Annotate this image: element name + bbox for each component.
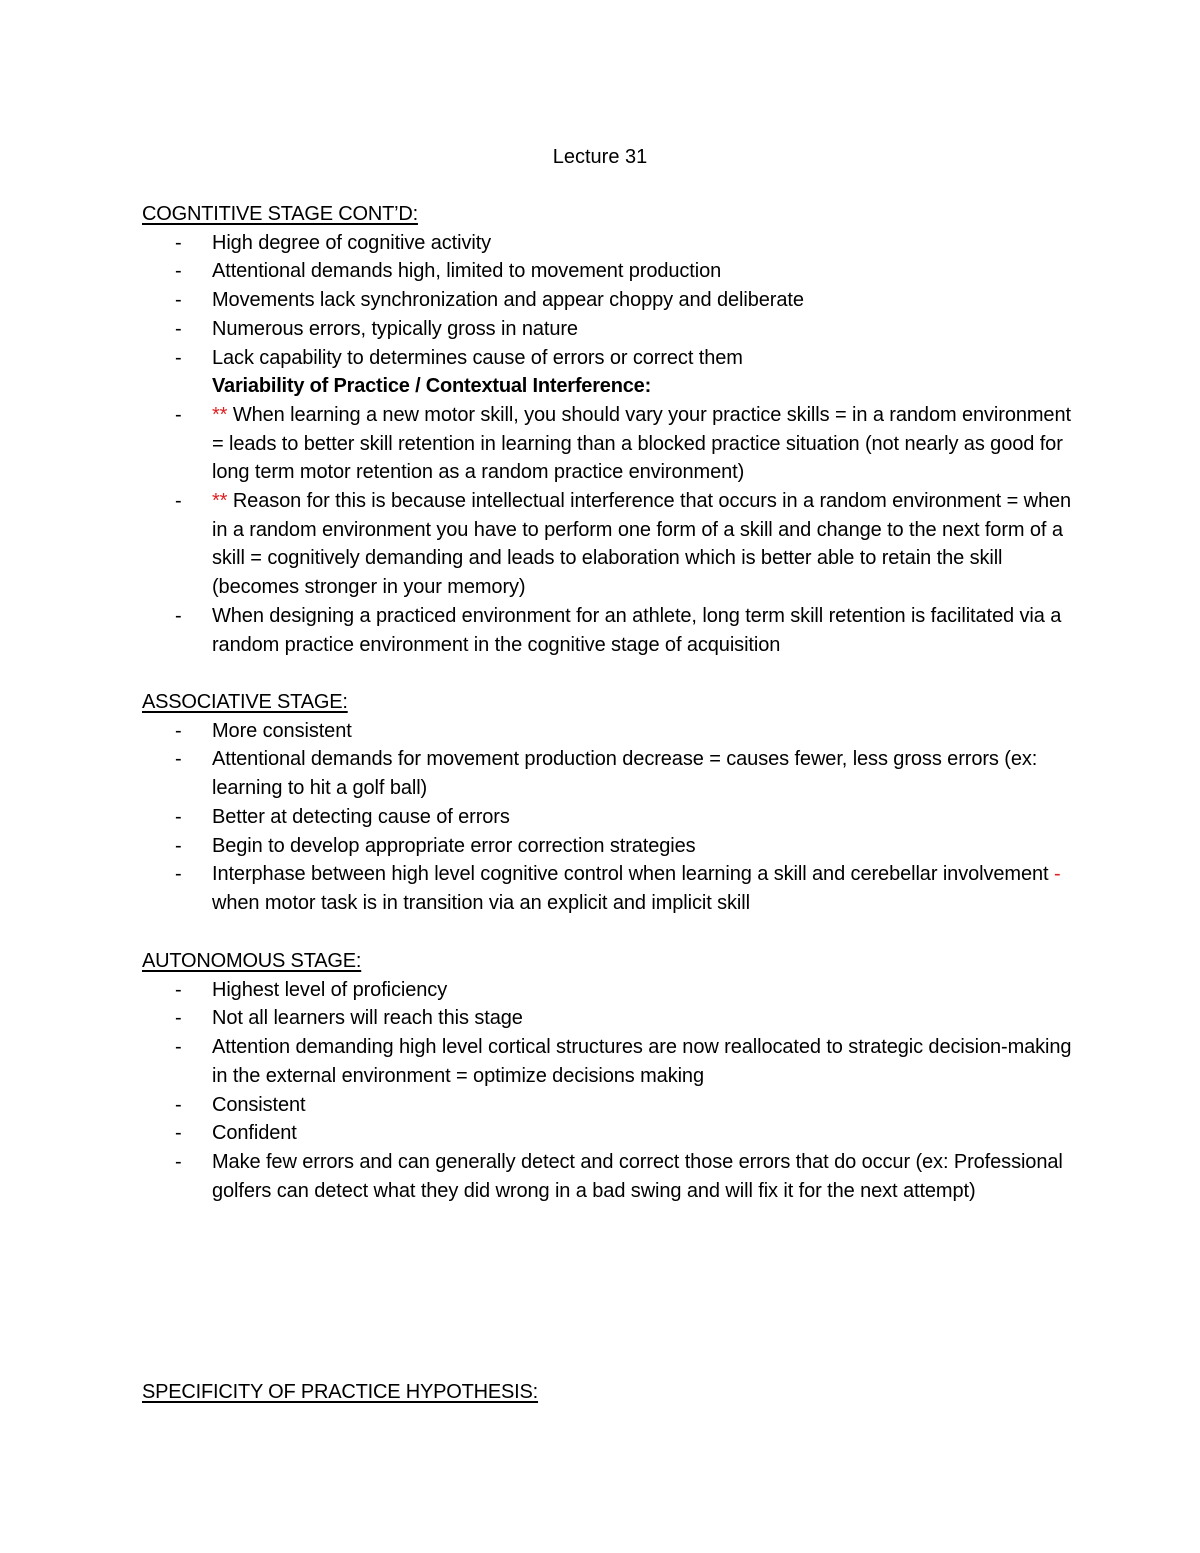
page-title: Lecture 31 <box>552 146 648 168</box>
list-item-text: High degree of cognitive activity <box>212 231 492 254</box>
cognitive-stage-section <box>142 200 1072 659</box>
list-item <box>142 401 1072 487</box>
bullet-dash: - <box>175 1007 182 1030</box>
bullet-dash: - <box>175 719 182 742</box>
bullet-dash: - <box>175 317 182 340</box>
subheading: Variability of Practice / Contextual Interference: <box>212 375 652 398</box>
bullet-dash: - <box>175 1036 182 1059</box>
bullet-dash: - <box>175 346 182 369</box>
list-item <box>142 1004 1072 1033</box>
list-item-text: Begin to develop appropriate error correction strategies <box>212 834 696 857</box>
bullet-dash: - <box>175 403 182 426</box>
list-item <box>142 229 1072 258</box>
bullet-dash: - <box>175 978 182 1001</box>
list-item-text: Consistent <box>212 1093 306 1116</box>
specificity-section <box>142 1378 1072 1407</box>
list-item-text: Movements lack synchronization and appear choppy and deliberate <box>212 289 804 312</box>
bullet-dash: - <box>175 260 182 283</box>
list-item-text: Make few errors and can generally detect and correct those errors that do occur (ex: Professional golfers can detect what they did wrong in a bad swing and will fix it for the next attempt) <box>212 1150 1063 1202</box>
emphasis-stars: ** <box>212 403 228 426</box>
section-heading: SPECIFICITY OF PRACTICE HYPOTHESIS: <box>142 1381 539 1403</box>
list-item <box>142 1119 1072 1148</box>
list-item-text: Interphase between high level cognitive control when learning a skill and cerebellar involvement <box>212 863 1049 886</box>
list-item-text: when motor task is in transition via an explicit and implicit skill <box>212 891 750 914</box>
section-heading: AUTONOMOUS STAGE: <box>142 950 362 972</box>
list-item-text: Better at detecting cause of errors <box>212 805 510 828</box>
bullet-dash: - <box>175 805 182 828</box>
bullet-dash: - <box>175 490 182 513</box>
list-item-text: Confident <box>212 1122 297 1145</box>
bullet-dash: - <box>175 1093 182 1116</box>
list-item-text: Not all learners will reach this stage <box>212 1007 523 1030</box>
list-item <box>142 860 1072 917</box>
bullet-dash: - <box>175 1122 182 1145</box>
bullet-dash: - <box>175 834 182 857</box>
list-item <box>142 487 1072 602</box>
list-item-text: When learning a new motor skill, you should vary your practice skills = in a random environment = leads to better skill retention in learning than a blocked practice situation (not nearly as good for long term motor retention as a random practice environment) <box>212 403 1071 484</box>
bullet-dash: - <box>175 231 182 254</box>
list-item-text: When designing a practiced environment for an athlete, long term skill retention is facilitated via a random practice environment in the cognitive stage of acquisition <box>212 604 1062 656</box>
bullet-dash: - <box>175 863 182 886</box>
list-item <box>142 745 1072 802</box>
section-heading: COGNTITIVE STAGE CONT’D: <box>142 203 418 225</box>
list-item <box>142 717 1072 746</box>
list-item-text: Attentional demands for movement production decrease = causes fewer, less gross errors (ex: learning to hit a golf ball) <box>212 748 1038 800</box>
list-item-text: Highest level of proficiency <box>212 978 448 1001</box>
list-item-text: Attentional demands high, limited to movement production <box>212 260 722 283</box>
list-item-text: Lack capability to determines cause of errors or correct them <box>212 346 743 369</box>
emphasis-stars: ** <box>212 490 228 513</box>
list-item-text: Numerous errors, typically gross in nature <box>212 317 578 340</box>
inline-red-dash: - <box>1053 863 1061 886</box>
bullet-dash: - <box>175 748 182 771</box>
list-item <box>142 832 1072 861</box>
list-item-text: More consistent <box>212 719 352 742</box>
list-item <box>142 344 1072 373</box>
list-item <box>142 286 1072 315</box>
list-item <box>142 257 1072 286</box>
list-item <box>142 976 1072 1005</box>
list-item <box>142 803 1072 832</box>
list-item <box>142 1033 1072 1090</box>
autonomous-stage-section <box>142 947 1072 1205</box>
bullet-dash: - <box>175 289 182 312</box>
list-item <box>142 1091 1072 1120</box>
bullet-dash: - <box>175 604 182 627</box>
section-heading: ASSOCIATIVE STAGE: <box>142 691 348 713</box>
list-item <box>142 1148 1072 1205</box>
list-item <box>142 315 1072 344</box>
bullet-dash: - <box>175 1150 182 1173</box>
associative-stage-section <box>142 688 1072 918</box>
list-item-text: Reason for this is because intellectual interference that occurs in a random environment = when in a random environment you have to perform one form of a skill and change to the next form of a skill = cognitively demanding and leads to elaboration which is better able to retain the skill (becomes stronger in your memory) <box>212 490 1072 599</box>
list-item <box>142 602 1072 659</box>
list-item-text: Attention demanding high level cortical structures are now reallocated to strategic decision-making in the external environment = optimize decisions making <box>212 1036 1072 1087</box>
